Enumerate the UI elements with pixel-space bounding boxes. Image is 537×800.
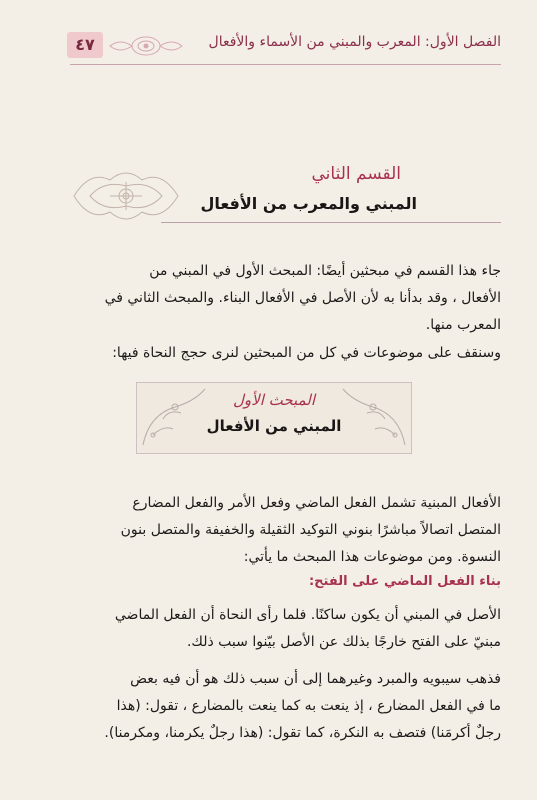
page-number: ٤٧ <box>67 32 103 58</box>
ornament-icon <box>106 34 186 58</box>
paragraph-one <box>71 602 501 656</box>
header-divider <box>70 64 501 65</box>
subsection-frame <box>136 382 412 454</box>
text-line: النسوة. ومن موضوعات هذا المبحث ما يأتي: <box>243 549 501 565</box>
text-line: جاء هذا القسم في مبحثين أيضًا: المبحث الأول في المبني من <box>149 263 501 279</box>
text-line: فذهب سيبويه والمبرد وغيرهما إلى أن سبب ذلك هو أن فيه بعض <box>130 671 501 687</box>
subsection-subtitle: المبني من الأفعال <box>206 417 342 435</box>
arabesque-ornament-icon <box>70 160 182 230</box>
paragraph-two <box>71 666 501 747</box>
subsection-title: المبحث الأول <box>233 391 315 409</box>
text-line: المتصل اتصالاً مباشرًا بنوني التوكيد الثقيلة والخفيفة والمتصل بنون <box>120 522 501 538</box>
followup-paragraph <box>71 340 501 367</box>
running-header <box>70 32 501 62</box>
section-heading <box>70 160 501 230</box>
topic-heading: بناء الفعل الماضي على الفتح: <box>308 574 501 589</box>
text-line: رجلٌ أكرمَنا) فتصف به النكرة، كما تقول: (هذا رجلٌ يكرمنا، ومكرمنا). <box>104 725 501 741</box>
section-divider <box>161 222 501 223</box>
text-line: المعرب منها. <box>425 317 501 333</box>
text-line: وسنقف على موضوعات في كل من المبحثين لنرى حجج النحاة فيها: <box>112 345 501 361</box>
section-subtitle: المبني والمعرب من الأفعال <box>200 194 417 213</box>
text-line: الأفعال المبنية تشمل الفعل الماضي وفعل الأمر والفعل المضارع <box>132 495 501 511</box>
text-line: ما في الفعل المضارع ، إذ ينعت به كما ينعت بالمضارع ، تقول: (هذا <box>116 698 501 714</box>
intro-paragraph <box>71 258 501 339</box>
chapter-title: الفصل الأول: المعرب والمبني من الأسماء والأفعال <box>208 34 501 50</box>
body-paragraph <box>71 490 501 571</box>
section-title: القسم الثاني <box>311 164 401 184</box>
text-line: مبنيّ على الفتح خارجًا بذلك عن الأصل بيّنوا سبب ذلك. <box>186 634 501 650</box>
text-line: الأفعال ، وقد بدأنا به لأن الأصل في الأفعال البناء. والمبحث الثاني في <box>104 290 501 306</box>
text-line: الأصل في المبني أن يكون ساكنًا. فلما رأى النحاة أن الفعل الماضي <box>114 607 501 623</box>
